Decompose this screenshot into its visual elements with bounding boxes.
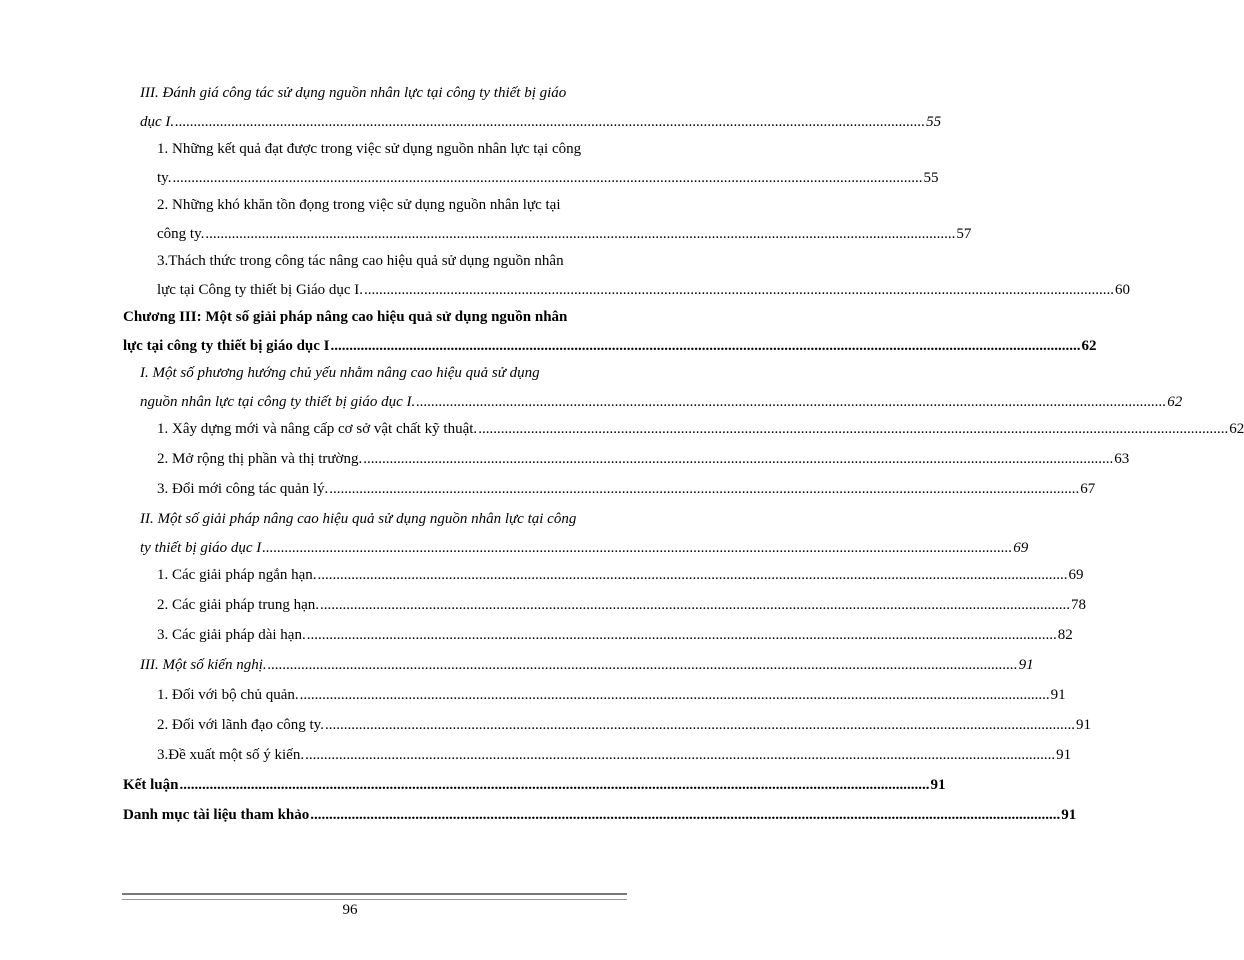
page-number: 96	[342, 902, 358, 918]
toc-page-number: 91	[1056, 747, 1072, 763]
toc-page-number: 91	[1018, 657, 1034, 673]
toc-entry-title: 2. Các giải pháp trung hạn.	[157, 597, 320, 613]
toc-leader-dots: ........................................................................................................................................................................................................	[179, 777, 930, 793]
toc-leader-dots: ........................................................................................................................................................................................................	[310, 807, 1061, 823]
toc-page-number: 78	[1071, 597, 1087, 613]
toc-entry[interactable]	[157, 621, 1073, 650]
toc-entry[interactable]	[157, 191, 972, 249]
toc-chapter-entry[interactable]	[123, 771, 946, 800]
toc-page-number: 67	[1080, 481, 1096, 497]
toc-leader-dots: ........................................................................................................................................................................................................	[478, 421, 1229, 437]
toc-entry-title: lực tại công ty thiết bị giáo dục I	[123, 338, 330, 354]
toc-entry-line1: 1. Những kết quả đạt được trong việc sử dụng nguồn nhân lực tại công	[157, 141, 582, 157]
toc-leader-dots: ........................................................................................................................................................................................................	[305, 747, 1056, 763]
toc-entry[interactable]	[140, 505, 1029, 563]
toc-entry[interactable]	[157, 445, 1130, 474]
toc-entry-line1: I. Một số phương hướng chủ yếu nhằm nâng cao hiệu quả sử dụng	[140, 365, 540, 381]
toc-page-number: 62	[1081, 338, 1097, 354]
toc-page-number: 69	[1068, 567, 1084, 583]
toc-leader-dots: ........................................................................................................................................................................................................	[172, 170, 923, 186]
toc-entry[interactable]	[157, 591, 1087, 620]
toc-entry-line1: III. Đánh giá công tác sử dụng nguồn nhân lực tại công ty thiết bị giáo	[140, 85, 567, 101]
toc-entry-line1: 3.Thách thức trong công tác nâng cao hiệu quả sử dụng nguồn nhân	[157, 253, 564, 269]
toc-page-number: 57	[956, 226, 972, 242]
toc-leader-dots: ........................................................................................................................................................................................................	[262, 540, 1013, 556]
toc-page-number: 69	[1013, 540, 1029, 556]
toc-page-number: 62	[1167, 394, 1183, 410]
toc-leader-dots: ........................................................................................................................................................................................................	[306, 627, 1057, 643]
toc-entry[interactable]	[157, 247, 1131, 305]
toc-entry-title: 2. Đối với lãnh đạo công ty.	[157, 717, 324, 733]
toc-entry-title: 1. Đối với bộ chủ quản.	[157, 687, 299, 703]
toc-entry-title: ty.	[157, 170, 172, 186]
toc-page-number: 91	[1050, 687, 1066, 703]
toc-leader-dots: ........................................................................................................................................................................................................	[363, 451, 1114, 467]
toc-entry-title: 3. Các giải pháp dài hạn.	[157, 627, 306, 643]
toc-page-number: 62	[1229, 421, 1244, 437]
toc-entry[interactable]	[157, 415, 1244, 444]
toc-leader-dots: ........................................................................................................................................................................................................	[299, 687, 1050, 703]
toc-entry[interactable]	[140, 79, 942, 137]
toc-page-number: 55	[926, 114, 942, 130]
toc-entry[interactable]	[140, 359, 1183, 417]
toc-entry[interactable]	[157, 561, 1084, 590]
toc-entry-title: Danh mục tài liệu tham khảo	[123, 807, 310, 823]
toc-entry-title: lực tại Công ty thiết bị Giáo dục I.	[157, 282, 364, 298]
toc-leader-dots: ........................................................................................................................................................................................................	[330, 338, 1081, 354]
toc-page-number: 91	[1061, 807, 1077, 823]
toc-page-number: 60	[1115, 282, 1131, 298]
footer-divider	[122, 893, 627, 900]
toc-leader-dots: ........................................................................................................................................................................................................	[175, 114, 926, 130]
toc-entry[interactable]	[157, 475, 1096, 504]
toc-entry[interactable]	[157, 681, 1066, 710]
toc-entry-title: 1. Xây dựng mới và nâng cấp cơ sở vật chất kỹ thuật.	[157, 421, 478, 437]
toc-leader-dots: ........................................................................................................................................................................................................	[267, 657, 1018, 673]
toc-leader-dots: ........................................................................................................................................................................................................	[205, 226, 956, 242]
toc-page-number: 82	[1057, 627, 1073, 643]
toc-entry-title: 3. Đổi mới công tác quản lý.	[157, 481, 329, 497]
toc-entry[interactable]	[157, 135, 939, 193]
toc-page-number: 63	[1114, 451, 1130, 467]
toc-entry-title: 3.Đề xuất một số ý kiến.	[157, 747, 305, 763]
toc-entry-title: 1. Các giải pháp ngắn hạn.	[157, 567, 317, 583]
toc-entry-title: dục I.	[140, 114, 175, 130]
toc-entry[interactable]	[140, 651, 1034, 680]
toc-chapter-entry[interactable]	[123, 801, 1077, 830]
toc-entry-title: Kết luận	[123, 777, 179, 793]
toc-entry[interactable]	[157, 741, 1072, 770]
toc-entry-line1: Chương III: Một số giải pháp nâng cao hiệu quả sử dụng nguồn nhân	[123, 309, 568, 325]
toc-leader-dots: ........................................................................................................................................................................................................	[317, 567, 1068, 583]
toc-entry-title: 2. Mở rộng thị phần và thị trường.	[157, 451, 363, 467]
toc-leader-dots: ........................................................................................................................................................................................................	[324, 717, 1075, 733]
toc-page-number: 55	[923, 170, 939, 186]
toc-entry[interactable]	[157, 711, 1091, 740]
toc-entry-title: công ty.	[157, 226, 205, 242]
toc-entry-title: III. Một số kiến nghị.	[140, 657, 267, 673]
toc-page-number: 91	[930, 777, 946, 793]
toc-chapter-entry[interactable]	[123, 303, 1097, 361]
toc-entry-title: nguồn nhân lực tại công ty thiết bị giáo dục I.	[140, 394, 416, 410]
toc-entry-title: ty thiết bị giáo dục I	[140, 540, 262, 556]
toc-leader-dots: ........................................................................................................................................................................................................	[320, 597, 1071, 613]
toc-leader-dots: ........................................................................................................................................................................................................	[416, 394, 1167, 410]
toc-page-number: 91	[1075, 717, 1091, 733]
toc-leader-dots: ........................................................................................................................................................................................................	[364, 282, 1115, 298]
toc-entry-line1: II. Một số giải pháp nâng cao hiệu quả sử dụng nguồn nhân lực tại công	[140, 511, 577, 527]
toc-entry-line1: 2. Những khó khăn tồn đọng trong việc sử dụng nguồn nhân lực tại	[157, 197, 561, 213]
toc-leader-dots: ........................................................................................................................................................................................................	[329, 481, 1080, 497]
